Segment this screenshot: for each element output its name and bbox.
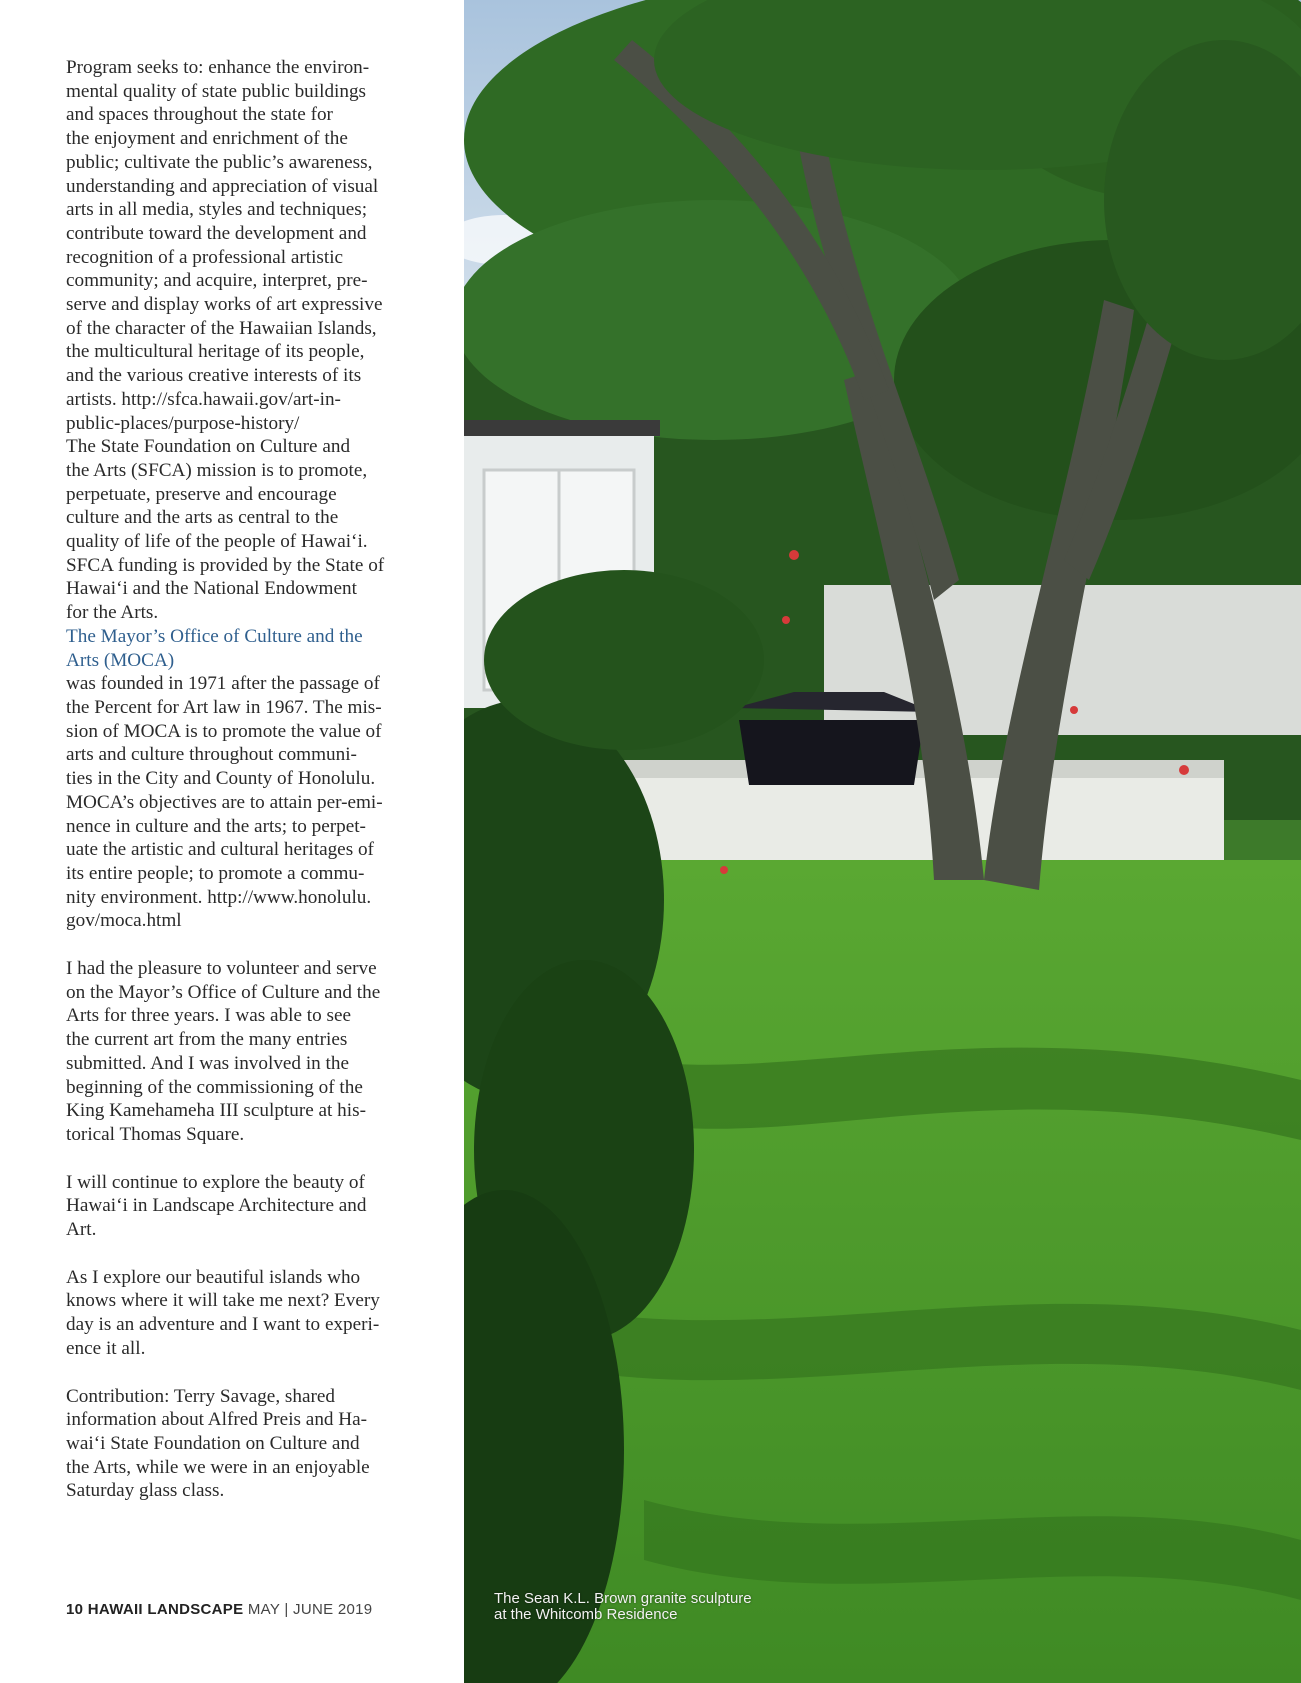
article-paragraph: was founded in 1971 after the passage of the Percent for Art law in 1967. The mis- sion of MOCA is to promote the value of arts and culture throughout communi- ties in the City and County of Honolulu. MOCA’s objectives are to attain per-emi- nence in culture and the arts; to perpet- uate the artistic and cultural heritages of its entire people; to promote a commu- nity environment. http://www.honolulu. gov/moca.html <box>66 673 383 932</box>
garden-photo-illustration <box>464 0 1301 1683</box>
granite-sculpture <box>739 720 924 785</box>
article-paragraph: I had the pleasure to volunteer and serve on the Mayor’s Office of Culture and the Arts for three years. I was able to see the current art from the many entries submitted. And I was involved in the beginning of the commissioning of the King Kamehameha III sculpture at his- torical Thomas Square. <box>66 958 381 1145</box>
page-number: 10 <box>66 1601 84 1618</box>
article-paragraph: Contribution: Terry Savage, shared information about Alfred Preis and Ha- wai‘i State Foundation on Culture and the Arts, while we were in an enjoyable Saturday glass class. <box>66 1385 370 1502</box>
article-paragraph: Program seeks to: enhance the environ- mental quality of state public buildings and spaces throughout the state for the enjoyment and enrichment of the public; cultivate the public’s awareness, understanding and appreciation of visual arts in all media, styles and techniques; contribute toward the development and recognition of a professional artistic community; and acquire, interpret, pre- serve and display works of art expressive of the character of the Hawaiian Islands, the multicultural heritage of its people, and the various creative interests of its artists. http://sfca.hawaii.gov/art-in- public-places/purpose-history/ The State Foundation on Culture and the Arts (SFCA) mission is to promote, perpetuate, preserve and encourage culture and the arts as central to the quality of life of the people of Hawai‘i. SFCA funding is provided by the State of Hawai‘i and the National Endowment for the Arts. <box>66 57 385 624</box>
issue-date: MAY | JUNE 2019 <box>247 1601 373 1618</box>
article-paragraph: I will continue to explore the beauty of Hawai‘i in Landscape Architecture and Art. <box>66 1171 367 1241</box>
page-footer <box>66 1601 372 1618</box>
article-text-column <box>66 56 446 1503</box>
magazine-name: HAWAII LANDSCAPE <box>87 1601 244 1618</box>
section-heading: The Mayor’s Office of Culture and the Arts (MOCA) <box>66 625 363 671</box>
article-paragraph: As I explore our beautiful islands who knows where it will take me next? Every day is an adventure and I want to experi- ence it all. <box>66 1266 380 1359</box>
photo-caption: The Sean K.L. Brown granite sculpture at the Whitcomb Residence <box>494 1590 752 1623</box>
garden-photo <box>464 0 1301 1683</box>
